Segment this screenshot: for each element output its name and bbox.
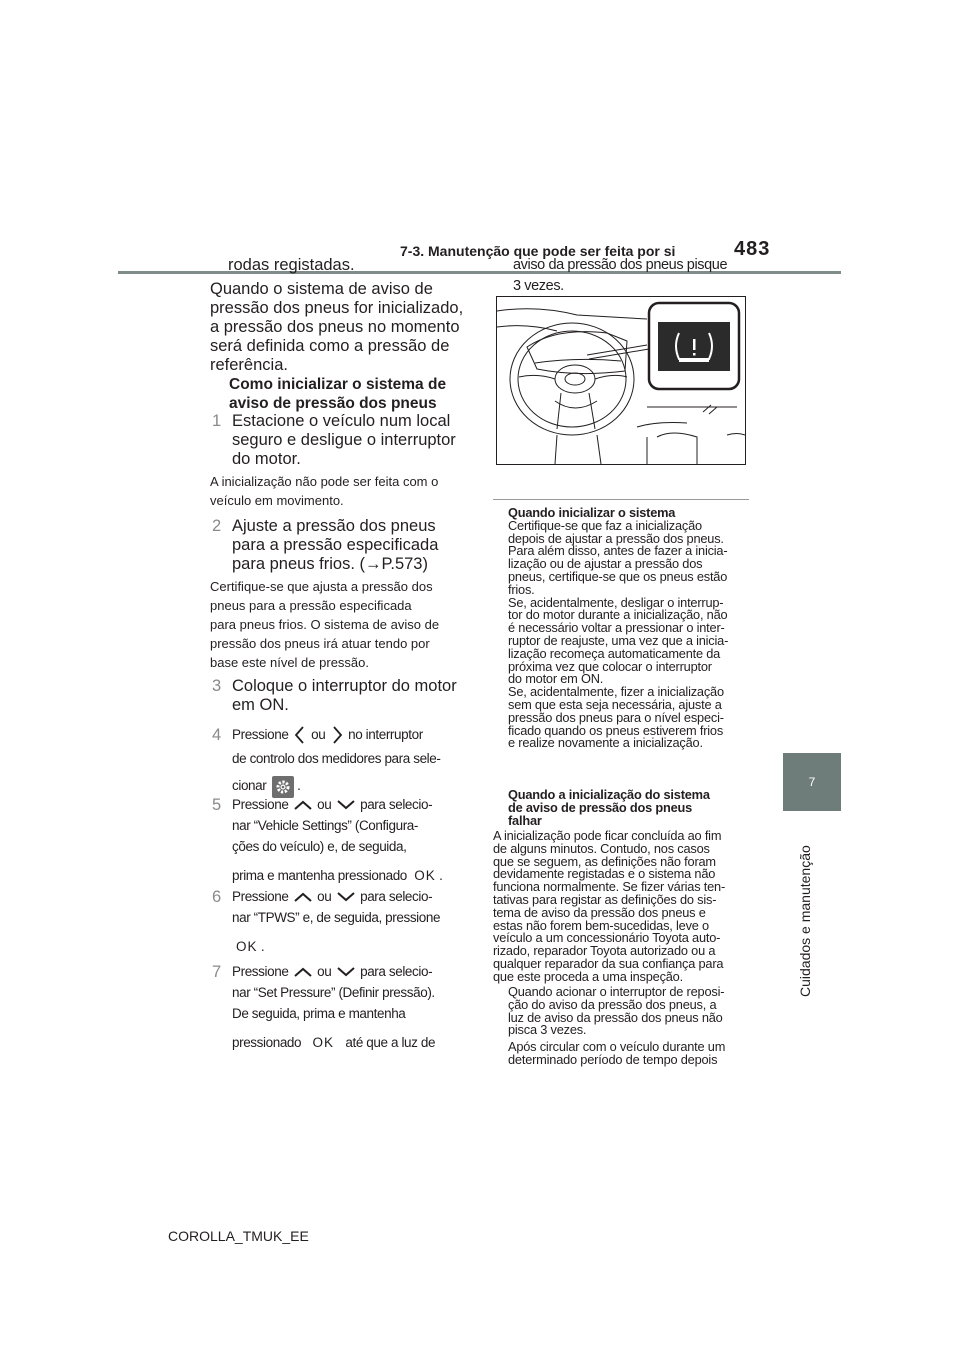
- note-bullet-2: [508, 1041, 753, 1067]
- chevron-down-icon: [335, 798, 357, 812]
- continued-text: rodas registadas.: [228, 256, 355, 274]
- step-1-note: [210, 472, 438, 510]
- text-fragment: Pressione: [232, 964, 289, 979]
- text-line: Como inicializar o sistema de: [229, 376, 447, 393]
- text-line: de controlo dos medidores para sele-: [232, 751, 441, 767]
- step-7-text: [232, 961, 472, 1053]
- text-line: pneus para a pressão especificada: [210, 598, 412, 613]
- text-fragment: Pressione: [232, 889, 289, 904]
- step-number: 2: [212, 517, 222, 535]
- text-line: pressão dos pneus irá atuar tendo por: [210, 636, 430, 651]
- text-fragment: .: [260, 939, 265, 954]
- note-failure-title: [508, 789, 753, 827]
- text-line: pressão dos pneus for inicializado,: [210, 299, 464, 317]
- text-line: de alguns minutos. Contudo, nos casos: [493, 840, 710, 856]
- page-number: 483: [734, 238, 771, 260]
- note-bullet-1: [508, 986, 753, 1037]
- text-line: A inicialização não pode ser feita com o: [210, 474, 439, 489]
- text-line: ção do aviso da pressão dos pneus, a: [508, 996, 717, 1012]
- text-line: em ON.: [232, 696, 289, 714]
- text-line: próxima vez que colocar o interruptor: [508, 658, 712, 674]
- note-when-to-initialize: [508, 507, 753, 750]
- text-line: funciona normalmente. Se fizer várias ten-: [493, 879, 726, 895]
- text-fragment: até que a luz de: [345, 1035, 436, 1050]
- step-number: 6: [212, 888, 222, 906]
- text-line: a pressão dos pneus no momento: [210, 318, 460, 336]
- step-number: 3: [212, 677, 222, 695]
- text-line: ruptor de reajuste, uma vez que a inicia-: [508, 632, 729, 648]
- text-line: lização recomeça automaticamente da: [508, 645, 721, 661]
- text-line: luz de aviso da pressão dos pneus não: [508, 1009, 723, 1025]
- ok-button-glyph: OK: [312, 1035, 335, 1050]
- step-7: [212, 963, 223, 982]
- text-line: Após circular com o veículo durante um: [508, 1039, 726, 1054]
- text-line: A inicialização pode ficar concluída ao fim: [493, 828, 722, 843]
- text-fragment: no interruptor: [348, 727, 423, 742]
- text-fragment: para selecio-: [360, 964, 433, 979]
- dashboard-drawing: [497, 297, 745, 464]
- text-line: falhar: [508, 812, 542, 828]
- text-line: e realize novamente a inicialização.: [508, 735, 703, 751]
- text-line: que se seguem, as definições não foram: [493, 853, 716, 869]
- text-line: veículo em movimento.: [210, 493, 344, 508]
- note-title: Quando inicializar o sistema: [508, 505, 676, 520]
- text-fragment: para selecio-: [360, 889, 433, 904]
- text-line: devidamente registadas e o sistema não: [493, 866, 716, 882]
- step-1-text: [232, 412, 456, 469]
- text-fragment: Pressione: [232, 727, 289, 742]
- text-line: para pneus frios. O sistema de aviso de: [210, 617, 440, 632]
- text-line: para pneus frios. (→P.573): [232, 555, 428, 573]
- text-fragment: prima e mantenha pressionado: [232, 868, 407, 883]
- step-4-text: [232, 724, 472, 798]
- note-failure-body: [493, 830, 753, 984]
- text-line: Quando acionar o interruptor de reposi-: [508, 984, 725, 999]
- step-4: [212, 726, 223, 745]
- document-code: COROLLA_TMUK_EE: [168, 1228, 309, 1244]
- text-line: depois de ajustar a pressão dos pneus.: [508, 530, 724, 546]
- chevron-down-icon: [335, 890, 357, 904]
- text-line: rizado, reparador Toyota autorizado ou a: [493, 943, 716, 959]
- step-2-note: [210, 577, 439, 672]
- step-number: 4: [212, 726, 222, 744]
- text-line: de aviso de pressão dos pneus: [508, 799, 693, 815]
- chevron-up-icon: [292, 798, 314, 812]
- chapter-tab-label: Cuidados e manutenção: [797, 845, 813, 997]
- text-line: determinado período de tempo depois: [508, 1051, 718, 1067]
- text-fragment: .: [297, 778, 301, 794]
- paragraph-reference: [210, 280, 463, 375]
- step-5: [212, 796, 223, 815]
- text-line: seguro e desligue o interruptor: [232, 431, 456, 449]
- text-fragment: Pressione: [232, 797, 289, 812]
- text-line: é necessário voltar a pressionar o inter-: [508, 620, 725, 636]
- text-line: nar “Set Pressure” (Definir pressão).: [232, 985, 435, 1000]
- text-line: para a pressão especificada: [232, 536, 439, 554]
- text-line: Ajuste a pressão dos pneus: [232, 517, 436, 535]
- text-fragment: ou: [317, 964, 332, 979]
- text-line: nar “Vehicle Settings” (Configura-: [232, 818, 418, 833]
- text-line: veículo a um concessionário Toyota auto-: [493, 930, 721, 946]
- step-2: [212, 517, 223, 536]
- text-line: Se, acidentalmente, desligar o interrup-: [508, 594, 724, 610]
- ok-button-glyph: OK: [414, 868, 436, 883]
- step-number: 5: [212, 796, 222, 814]
- ok-button-glyph: OK: [236, 939, 258, 954]
- text-line: De seguida, prima e mantenha: [232, 1006, 406, 1021]
- step-number: 1: [212, 412, 222, 430]
- text-line: pressão dos pneus para o nível especi-: [508, 709, 724, 725]
- chevron-down-icon: [335, 965, 357, 979]
- text-line: 3 vezes.: [513, 278, 564, 294]
- step-3: [212, 677, 223, 696]
- text-line: nar “TPWS” e, de seguida, pressione: [232, 910, 441, 925]
- text-line: Se, acidentalmente, fizer a inicialização: [508, 684, 724, 700]
- text-line: do motor.: [232, 450, 301, 468]
- text-line: Quando o sistema de aviso de: [210, 280, 433, 298]
- text-fragment: ou: [317, 889, 332, 904]
- step-6: [212, 888, 223, 907]
- text-line: ficado quando os pneus estiverem frios: [508, 722, 724, 738]
- text-line: ções do veículo) e, de seguida,: [232, 839, 407, 854]
- text-line: tor do motor durante a inicialização, não: [508, 607, 728, 623]
- text-line: pneus, certifique-se que os pneus estão: [508, 568, 728, 584]
- step-3-text: [232, 677, 457, 715]
- text-line: do motor em ON.: [508, 671, 604, 687]
- text-line: pisca 3 vezes.: [508, 1022, 587, 1038]
- continued-text: [513, 255, 727, 297]
- text-line: qualquer reparador da sua confiança para: [493, 955, 724, 971]
- text-fragment: ou: [311, 727, 326, 742]
- text-fragment: .: [439, 868, 443, 883]
- text-line: estas não forem bem-sucedidas, leve o: [493, 917, 709, 933]
- text-line: frios.: [508, 581, 535, 597]
- text-fragment: pressionado: [232, 1035, 302, 1050]
- step-2-text: [232, 517, 438, 574]
- text-line: aviso da pressão dos pneus pisque: [513, 257, 728, 273]
- text-line: Coloque o interruptor do motor: [232, 677, 457, 695]
- notes-divider: [493, 499, 749, 500]
- chapter-tab-number: 7: [783, 753, 841, 811]
- header-rule: [118, 271, 841, 274]
- chevron-right-icon: [329, 725, 345, 745]
- step-number: 7: [212, 963, 222, 981]
- chevron-up-icon: [292, 890, 314, 904]
- text-line: Certifique-se que ajusta a pressão dos: [210, 579, 433, 594]
- text-line: Quando a inicialização do sistema: [508, 787, 710, 802]
- text-fragment: ou: [317, 797, 332, 812]
- text-line: referência.: [210, 356, 288, 374]
- text-line: Para além disso, antes de fazer a inicia-: [508, 543, 728, 559]
- dashboard-illustration: [496, 296, 746, 465]
- section-title: 7-3. Manutenção que pode ser feita por si: [400, 243, 676, 259]
- text-fragment: para selecio-: [360, 797, 433, 812]
- chapter-tab: [783, 811, 841, 1003]
- text-line: Estacione o veículo num local: [232, 412, 451, 430]
- text-line: tema de aviso da pressão dos pneus e: [493, 904, 706, 920]
- text-line: lização ou de ajustar a pressão dos: [508, 556, 703, 572]
- text-fragment: cionar: [232, 778, 267, 794]
- chevron-left-icon: [292, 725, 308, 745]
- text-line: aviso de pressão dos pneus: [229, 395, 437, 412]
- step-1: [212, 412, 223, 431]
- text-line: Certifique-se que faz a inicialização: [508, 517, 702, 533]
- procedure-heading: [229, 375, 446, 413]
- step-5-text: [232, 794, 472, 886]
- text-line: que este proceda a uma inspeção.: [493, 968, 683, 984]
- text-line: será definida como a pressão de: [210, 337, 450, 355]
- text-line: base este nível de pressão.: [210, 655, 369, 670]
- chevron-up-icon: [292, 965, 314, 979]
- text-line: tativas para registar as definições do sis-: [493, 891, 717, 907]
- text-line: sem que esta seja necessária, ajuste a: [508, 696, 722, 712]
- step-6-text: [232, 886, 472, 957]
